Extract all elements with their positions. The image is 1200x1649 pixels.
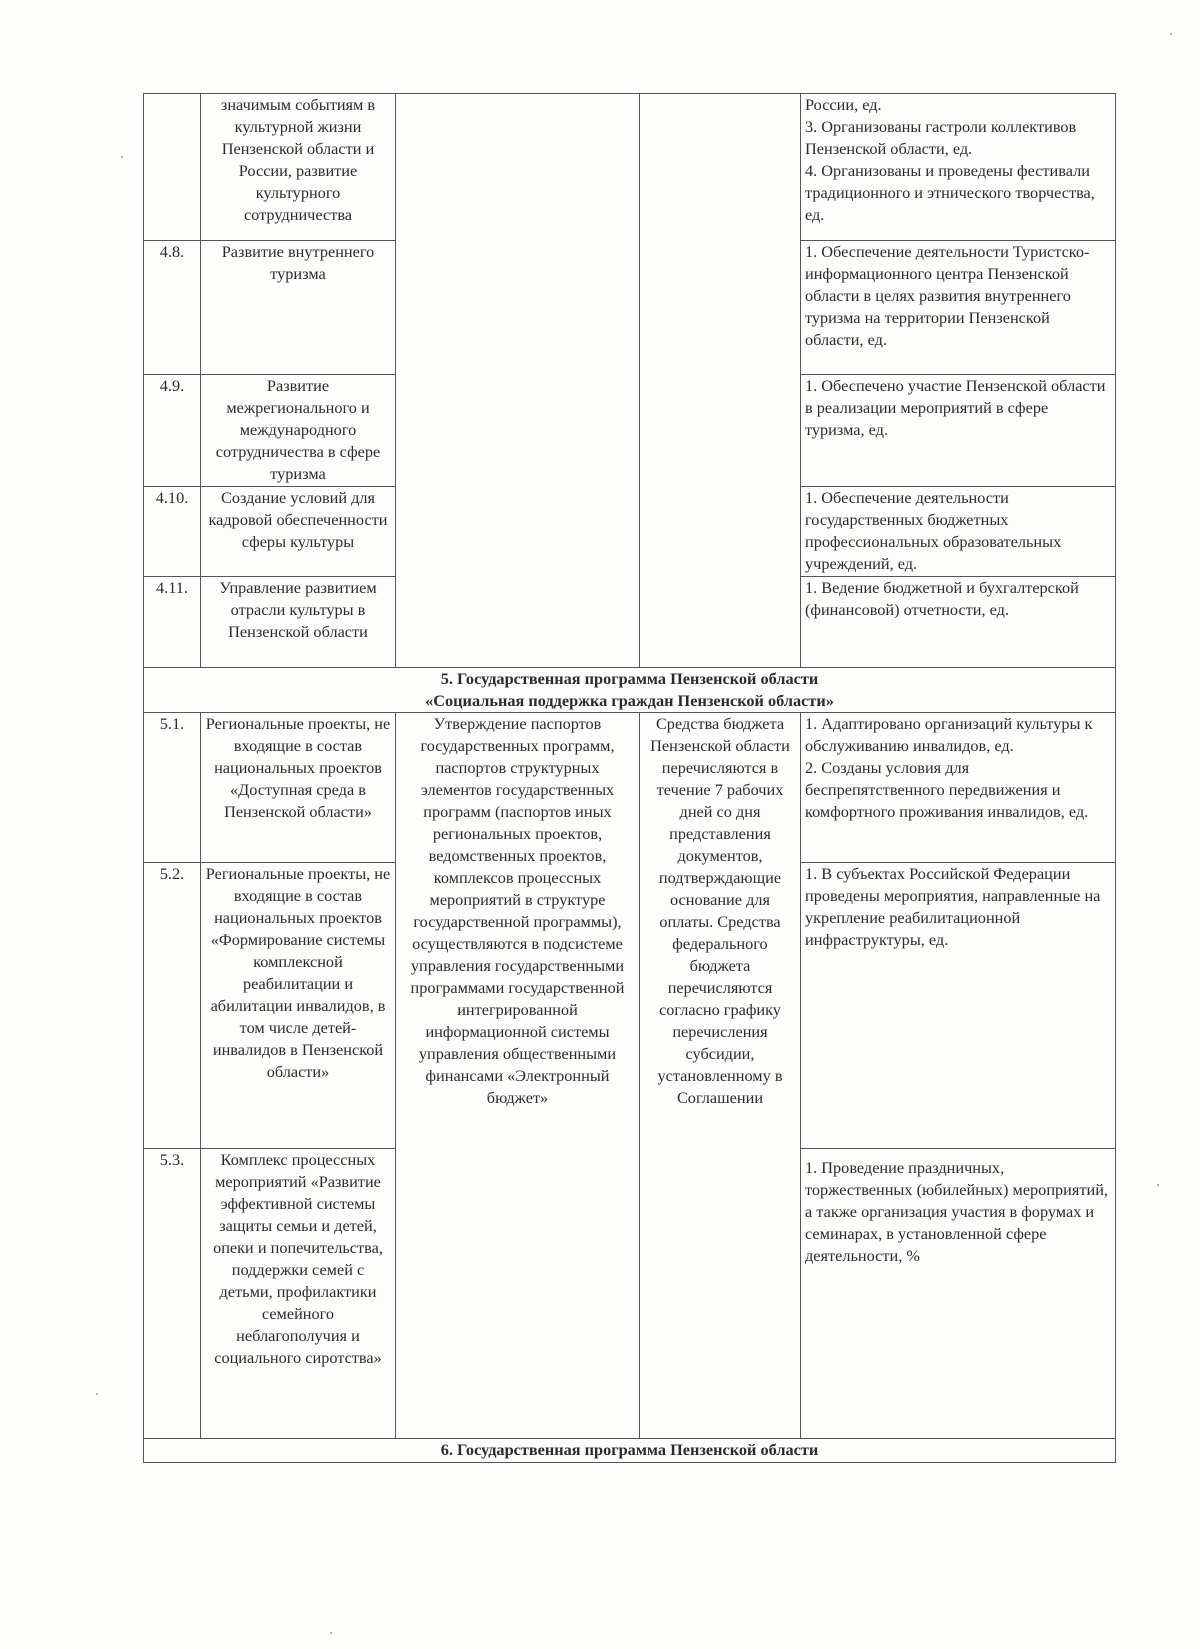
row-number: 4.10. [144,487,201,577]
row-results [801,375,1116,487]
row-number [144,94,201,241]
result-item: 1. Обеспечение деятельности Туристско-информационного центра Пензенской области в целях развития внутреннего туризма на территории Пензенской области, ед. [805,242,1090,349]
row-results [801,1149,1116,1439]
row-number: 5.2. [144,863,201,1149]
result-item: 1. Проведение праздничных, торжественных (юбилейных) мероприятий, а также организация участия в форумах и семинарах, в установленной сфере деятельности, % [805,1158,1108,1265]
section-5-heading [144,668,1116,713]
row-number: 5.1. [144,713,201,863]
row-number: 4.11. [144,577,201,668]
row-name: Региональные проекты, не входящие в состав национальных проектов «Доступная среда в Пензенской области» [201,713,396,863]
document-table [143,93,1116,1463]
scan-speck [1170,33,1172,35]
row-results [801,863,1116,1149]
table-row [144,94,1116,241]
result-item: 1. Адаптировано организаций культуры к обслуживанию инвалидов, ед. [805,714,1093,755]
row-number: 4.8. [144,241,201,375]
row-name: значимым событиям в культурной жизни Пензенской области и России, развитие культурного сотрудничества [201,94,396,241]
result-item: 3. Организованы гастроли коллективов Пензенской области, ед. [805,117,1077,158]
scan-speck [96,1393,98,1395]
result-item: 2. Созданы условия для беспрепятственного передвижения и комфортного проживания инвалидов, ед. [805,758,1089,821]
section-6-title-line1: 6. Государственная программа Пензенской области [440,1440,819,1459]
row-name: Комплекс процессных мероприятий «Развитие эффективной системы защиты семьи и детей, опеки и попечительства, поддержки семей с детьми, профилактики семейного неблагополучия и социального сиротства» [201,1149,396,1439]
funding-text: Средства бюджета Пензенской области перечисляются в течение 7 рабочих дней со дня представления документов, подтверждающие основание для оплаты. Средства федерального бюджета перечисляются согласно графику перечисления субсидии, установленному в Соглашении [640,713,801,1439]
row-results [801,713,1116,863]
section-header-row [144,668,1116,713]
scan-speck [121,156,123,158]
row-number: 5.3. [144,1149,201,1439]
result-item: 1. Ведение бюджетной и бухгалтерской (финансовой) отчетности, ед. [805,578,1079,619]
row-name: Создание условий для кадровой обеспеченности сферы культуры [201,487,396,577]
scan-speck [330,1632,332,1634]
section-5-title-line1: 5. Государственная программа Пензенской области [440,669,819,688]
row-name: Развитие межрегионального и международного сотрудничества в сфере туризма [201,375,396,487]
section-6-heading [144,1439,1116,1463]
scan-speck [1157,1184,1159,1186]
section-5-title-line2: «Социальная поддержка граждан Пензенской области» [425,691,834,710]
result-item: 4. Организованы и проведены фестивали традиционного и этнического творчества, ед. [805,161,1095,224]
procedure-text: Утверждение паспортов государственных программ, паспортов структурных элементов государственных программ (паспортов иных региональных проектов, ведомственных проектов, комплексов процессных мероприятий в структуре государственной программы), осуществляются в подсистеме управления государственными программами государственной интегрированной информационной системы управления общественными финансами «Электронный бюджет» [396,713,640,1439]
result-item: 1. В субъектах Российской Федерации проведены мероприятия, направленные на укрепление реабилитационной инфраструктуры, ед. [805,864,1101,949]
result-item: России, ед. [805,95,882,114]
row-name: Развитие внутреннего туризма [201,241,396,375]
row-results [801,487,1116,577]
procedure-cell-empty [396,94,640,668]
section-header-row [144,1439,1116,1463]
row-number: 4.9. [144,375,201,487]
table-row [144,713,1116,863]
row-results [801,241,1116,375]
funding-cell-empty [640,94,801,668]
row-results [801,577,1116,668]
result-item: 1. Обеспечено участие Пензенской области в реализации мероприятий в сфере туризма, ед. [805,376,1106,439]
row-results [801,94,1116,241]
result-item: 1. Обеспечение деятельности государственных бюджетных профессиональных образовательных учреждений, ед. [805,488,1062,573]
row-name: Региональные проекты, не входящие в состав национальных проектов «Формирование системы комплексной реабилитации и абилитации инвалидов, в том числе детей-инвалидов в Пензенской области» [201,863,396,1149]
row-name: Управление развитием отрасли культуры в Пензенской области [201,577,396,668]
